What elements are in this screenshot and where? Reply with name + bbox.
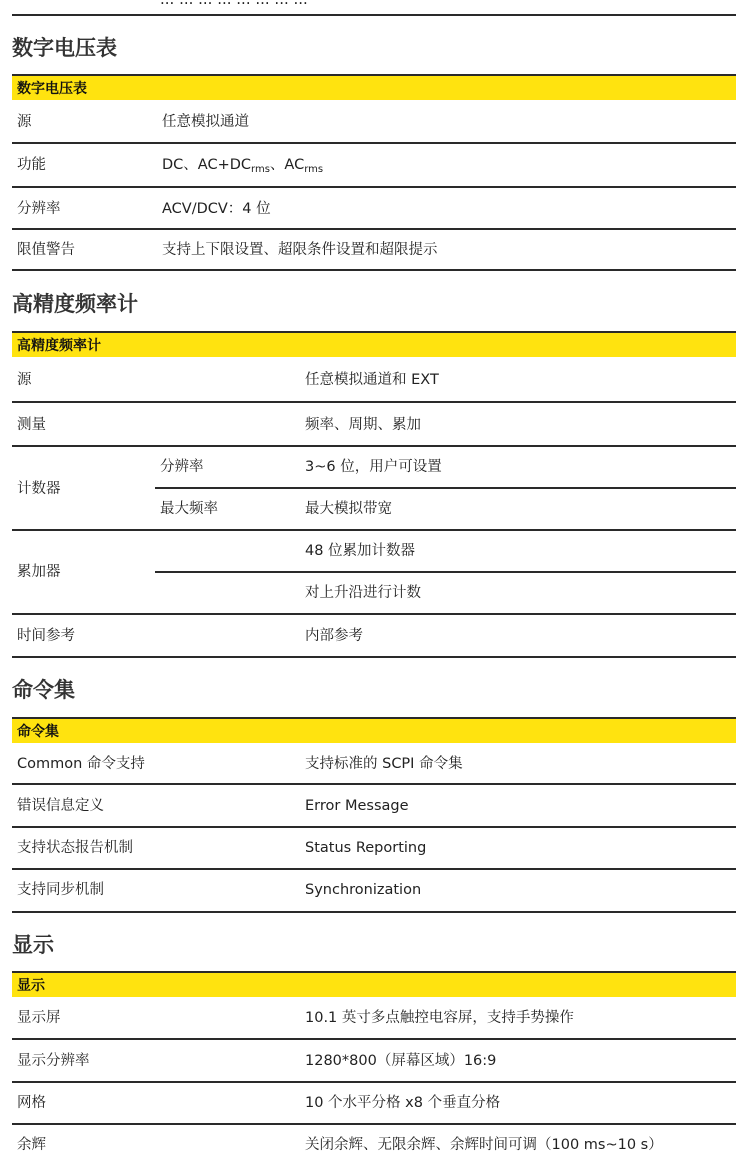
row-value: 1280*800（屏幕区域）16:9 <box>305 1053 497 1069</box>
table-row <box>12 743 736 785</box>
row-value: Error Message <box>305 798 409 814</box>
row-value: 内部参考 <box>305 628 363 644</box>
sub-label: 最大频率 <box>160 501 218 517</box>
table-header-display <box>12 971 736 997</box>
table-header-counter <box>12 331 736 357</box>
row-value: 48 位累加计数器 <box>305 543 416 559</box>
table-row <box>12 1083 736 1125</box>
table-header-label: 命令集 <box>17 724 59 740</box>
section-title-display: 显示 <box>12 933 54 957</box>
row-label: 时间参考 <box>17 628 75 644</box>
row-value: 任意模拟通道 <box>162 114 249 130</box>
row-label: 支持同步机制 <box>17 882 104 898</box>
table-header-label: 数字电压表 <box>17 81 87 97</box>
table-row <box>12 785 736 828</box>
section-title-counter: 高精度频率计 <box>12 292 138 316</box>
table-header-voltmeter <box>12 74 736 100</box>
row-value: 支持标准的 SCPI 命令集 <box>305 756 463 772</box>
section-title-commands: 命令集 <box>12 678 75 702</box>
row-label: 支持状态报告机制 <box>17 840 133 856</box>
table-row <box>12 144 736 188</box>
row-value: ACV/DCV：4 位 <box>162 201 271 217</box>
section-title-voltmeter: 数字电压表 <box>12 36 117 60</box>
row-value: 10.1 英寸多点触控电容屏，支持手势操作 <box>305 1010 574 1026</box>
table-header-label: 高精度频率计 <box>17 338 101 354</box>
row-label: 分辨率 <box>17 201 61 217</box>
row-label: 功能 <box>17 157 46 173</box>
row-label: 显示屏 <box>17 1010 61 1026</box>
row-label: 计数器 <box>17 481 61 497</box>
row-label: 余辉 <box>17 1137 46 1153</box>
table-row <box>12 1125 736 1161</box>
row-label: 累加器 <box>17 564 61 580</box>
table-row <box>12 230 736 271</box>
row-label: 显示分辨率 <box>17 1053 90 1069</box>
row-label: Common 命令支持 <box>17 756 145 772</box>
row-label: 源 <box>17 114 32 130</box>
row-value-function: DC、$AC+DC_{rms}$、$AC_{rms}$ <box>162 157 324 175</box>
divider <box>12 14 736 16</box>
row-label: 网格 <box>17 1095 46 1111</box>
row-value: Status Reporting <box>305 840 427 856</box>
row-label: 测量 <box>17 417 46 433</box>
row-value: 10 个水平分格 x8 个垂直分格 <box>305 1095 501 1111</box>
divider <box>155 571 736 573</box>
sub-label: 分辨率 <box>160 459 204 475</box>
table-row-group-counter <box>12 447 736 531</box>
table-header-commands <box>12 717 736 743</box>
row-value: Synchronization <box>305 882 422 898</box>
row-value: 频率、周期、累加 <box>305 417 421 433</box>
row-value: 支持上下限设置、超限条件设置和超限提示 <box>162 242 438 258</box>
table-row <box>12 997 736 1040</box>
table-row <box>12 870 736 913</box>
table-row-group-totalizer <box>12 531 736 615</box>
table-row <box>12 1040 736 1083</box>
row-value: 关闭余辉、无限余辉、余辉时间可调（100 ms~10 s） <box>305 1137 663 1153</box>
table-header-label: 显示 <box>17 978 45 994</box>
table-row <box>12 188 736 230</box>
table-row <box>12 403 736 447</box>
table-row <box>12 100 736 144</box>
table-row <box>12 828 736 870</box>
row-value: 最大模拟带宽 <box>305 501 392 517</box>
row-value: 对上升沿进行计数 <box>305 585 421 601</box>
row-value: 3~6 位，用户可设置 <box>305 459 442 475</box>
row-label: 错误信息定义 <box>17 798 104 814</box>
row-label: 限值警告 <box>17 242 75 258</box>
row-label: 源 <box>17 372 32 388</box>
table-row <box>12 615 736 658</box>
table-row <box>12 357 736 403</box>
cutoff-text <box>160 0 308 8</box>
divider <box>155 487 736 489</box>
row-value: 任意模拟通道和 EXT <box>305 372 439 388</box>
